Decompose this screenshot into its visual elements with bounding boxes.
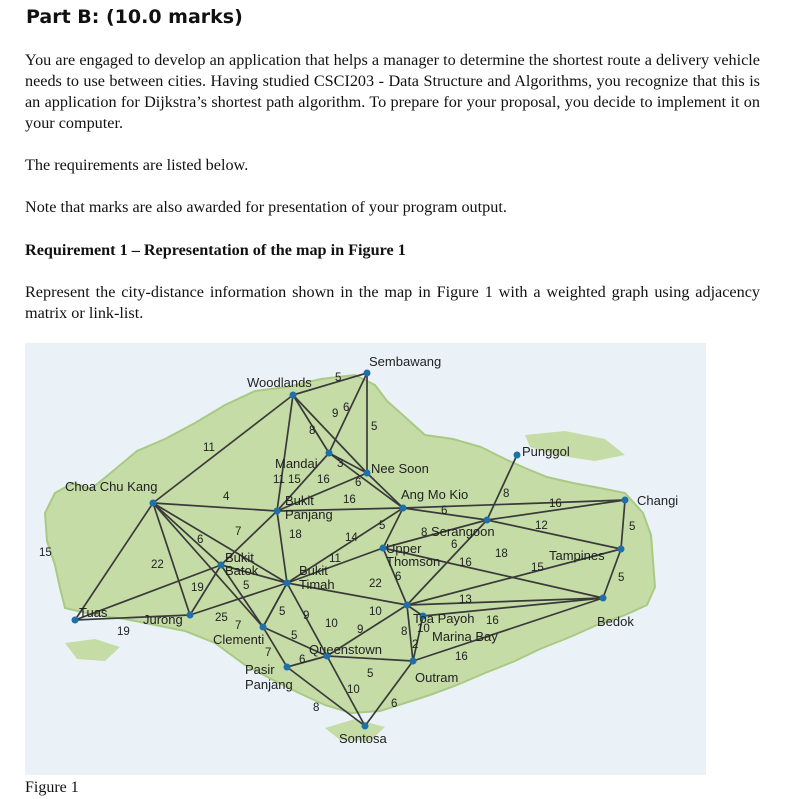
weight-label: 8 bbox=[503, 488, 510, 500]
weight-label: 11 bbox=[329, 553, 341, 565]
node-bedok bbox=[600, 595, 607, 602]
label-marina-bay: Marina Bay bbox=[432, 629, 498, 644]
weight-label: 4 bbox=[223, 491, 230, 503]
weight-label: 25 bbox=[215, 612, 228, 624]
weight-label: 8 bbox=[313, 702, 320, 714]
weight-label: 9 bbox=[332, 408, 339, 420]
label-queenstown: Queenstown bbox=[309, 642, 382, 657]
node-bukit-timah bbox=[284, 580, 291, 587]
label-nee-soon: Nee Soon bbox=[371, 461, 429, 476]
label-tampines: Tampines bbox=[549, 548, 605, 563]
node-choa-chu-kang bbox=[150, 500, 157, 507]
weight-label: 6 bbox=[451, 539, 458, 551]
weight-label: 16 bbox=[486, 615, 499, 627]
label-choa-chu-kang: Choa Chu Kang bbox=[65, 479, 158, 494]
label-bedok: Bedok bbox=[597, 614, 634, 629]
weight-label: 14 bbox=[345, 532, 358, 544]
weight-label: 9 bbox=[303, 610, 310, 622]
weight-label: 22 bbox=[369, 578, 382, 590]
weight-label: 6 bbox=[197, 534, 204, 546]
presentation-note: Note that marks are also awarded for presentation of your program output. bbox=[25, 198, 507, 216]
label-bukit-panjang-2: Panjang bbox=[285, 507, 333, 522]
weight-label: 5 bbox=[279, 606, 286, 618]
weight-label: 15 bbox=[531, 562, 544, 574]
weight-label: 5 bbox=[243, 580, 250, 592]
weight-label: 10 bbox=[369, 606, 382, 618]
singapore-map-figure bbox=[25, 343, 706, 775]
label-bukit-batok-1: Bukit bbox=[225, 550, 254, 565]
label-clementi: Clementi bbox=[213, 632, 265, 647]
weight-label: 7 bbox=[235, 526, 242, 538]
label-upper-thomson-1: Upper bbox=[386, 541, 422, 556]
weight-label: 8 bbox=[401, 626, 408, 638]
weight-label: 13 bbox=[459, 594, 472, 606]
node-mandai bbox=[326, 450, 333, 457]
node-sentosa bbox=[362, 723, 369, 730]
label-jurong: Jurong bbox=[143, 612, 183, 627]
weight-label: 6 bbox=[395, 571, 402, 583]
label-ang-mo-kio: Ang Mo Kio bbox=[401, 487, 469, 502]
weight-label: 5 bbox=[379, 520, 386, 532]
weight-label: 2 bbox=[412, 639, 419, 651]
requirement-1-text: Represent the city-distance information shown in the map in Figure 1 with a weighted graph using adjacency matrix or link-list. bbox=[25, 283, 760, 322]
weight-label: 5 bbox=[629, 521, 636, 533]
weight-label: 5 bbox=[367, 668, 374, 680]
weight-label: 11 bbox=[273, 474, 285, 486]
node-punggol bbox=[514, 452, 521, 459]
label-sembawang: Sembawang bbox=[369, 354, 442, 369]
part-heading: Part B: (10.0 marks) bbox=[26, 6, 243, 28]
node-sembawang bbox=[364, 370, 371, 377]
weight-label: 11 bbox=[203, 442, 215, 454]
weight-label: 19 bbox=[117, 626, 130, 638]
weight-label: 18 bbox=[289, 529, 302, 541]
weight-label: 16 bbox=[455, 651, 468, 663]
intro-paragraph: You are engaged to develop an application that helps a manager to determine the shortest route a delivery vehicle needs to use between cities. Having studied CSCI203 - Data Structure and Algorithms, you recognize that this is an application for Dijkstra’s shortest path algorithm. To prepare for your proposal, you decide to implement it on your computer. bbox=[25, 51, 760, 132]
weight-label: 12 bbox=[535, 520, 548, 532]
node-serangoon bbox=[484, 517, 491, 524]
weight-label: 7 bbox=[235, 620, 242, 632]
weight-label: 10 bbox=[347, 684, 360, 696]
weight-label: 8 bbox=[421, 527, 428, 539]
label-serangoon: Serangoon bbox=[431, 524, 495, 539]
label-outram: Outram bbox=[415, 670, 459, 685]
node-pasir-panjang bbox=[284, 664, 291, 671]
weight-label: 6 bbox=[391, 698, 398, 710]
weight-label: 5 bbox=[371, 421, 378, 433]
label-upper-thomson-2: Thomson bbox=[386, 554, 441, 569]
weight-label: 10 bbox=[325, 618, 338, 630]
label-pasir-panjang-1: Pasir bbox=[245, 662, 275, 677]
weight-label: 6 bbox=[441, 505, 448, 517]
weight-label: 9 bbox=[357, 624, 364, 636]
weight-label: 16 bbox=[459, 557, 472, 569]
label-changi: Changi bbox=[637, 493, 679, 508]
label-sentosa: Sontosa bbox=[339, 731, 387, 746]
weight-label: 3 bbox=[337, 458, 344, 470]
label-bukit-panjang-1: Bukit bbox=[285, 493, 314, 508]
weight-label: 6 bbox=[299, 654, 306, 666]
weight-label: 8 bbox=[309, 425, 316, 437]
weight-label: 10 bbox=[417, 623, 430, 635]
label-toa-payoh: Toa Payoh bbox=[413, 611, 475, 626]
label-bukit-batok-2: Batok bbox=[225, 563, 259, 578]
weight-label: 18 bbox=[495, 548, 508, 560]
node-ang-mo-kio bbox=[400, 505, 407, 512]
label-bukit-timah-1: Bukit bbox=[299, 563, 328, 578]
weight-label: 6 bbox=[343, 402, 350, 414]
weight-label: 22 bbox=[151, 559, 164, 571]
weight-label: 7 bbox=[265, 647, 272, 659]
weight-label: 16 bbox=[343, 494, 356, 506]
weight-label: 15 bbox=[39, 547, 52, 559]
node-nee-soon bbox=[364, 470, 371, 477]
node-toa-payoh bbox=[404, 602, 411, 609]
weight-label: 5 bbox=[335, 372, 342, 384]
weight-label: 5 bbox=[291, 630, 298, 642]
label-bukit-timah-2: Timah bbox=[299, 577, 335, 592]
label-punggol: Punggol bbox=[522, 444, 570, 459]
node-woodlands bbox=[290, 392, 297, 399]
label-tuas: Tuas bbox=[79, 605, 108, 620]
node-bukit-panjang bbox=[274, 508, 281, 515]
label-pasir-panjang-2: Panjang bbox=[245, 677, 293, 692]
figure-caption: Figure 1 bbox=[25, 779, 79, 796]
weight-label: 16 bbox=[549, 498, 562, 510]
node-changi bbox=[622, 497, 629, 504]
label-woodlands: Woodlands bbox=[247, 375, 312, 390]
weight-label: 15 bbox=[288, 474, 301, 486]
weight-label: 6 bbox=[355, 477, 362, 489]
weight-label: 5 bbox=[618, 572, 625, 584]
node-outram bbox=[410, 658, 417, 665]
weight-label: 19 bbox=[191, 582, 204, 594]
label-mandai: Mandai bbox=[275, 456, 318, 471]
node-jurong bbox=[187, 612, 194, 619]
weight-label: 16 bbox=[317, 474, 330, 486]
node-tuas bbox=[72, 617, 79, 624]
requirement-1-title: Requirement 1 – Representation of the map in Figure 1 bbox=[25, 241, 406, 259]
requirements-line: The requirements are listed below. bbox=[25, 156, 249, 174]
node-tampines bbox=[618, 546, 625, 553]
node-bukit-batok bbox=[218, 562, 225, 569]
node-clementi bbox=[260, 624, 267, 631]
